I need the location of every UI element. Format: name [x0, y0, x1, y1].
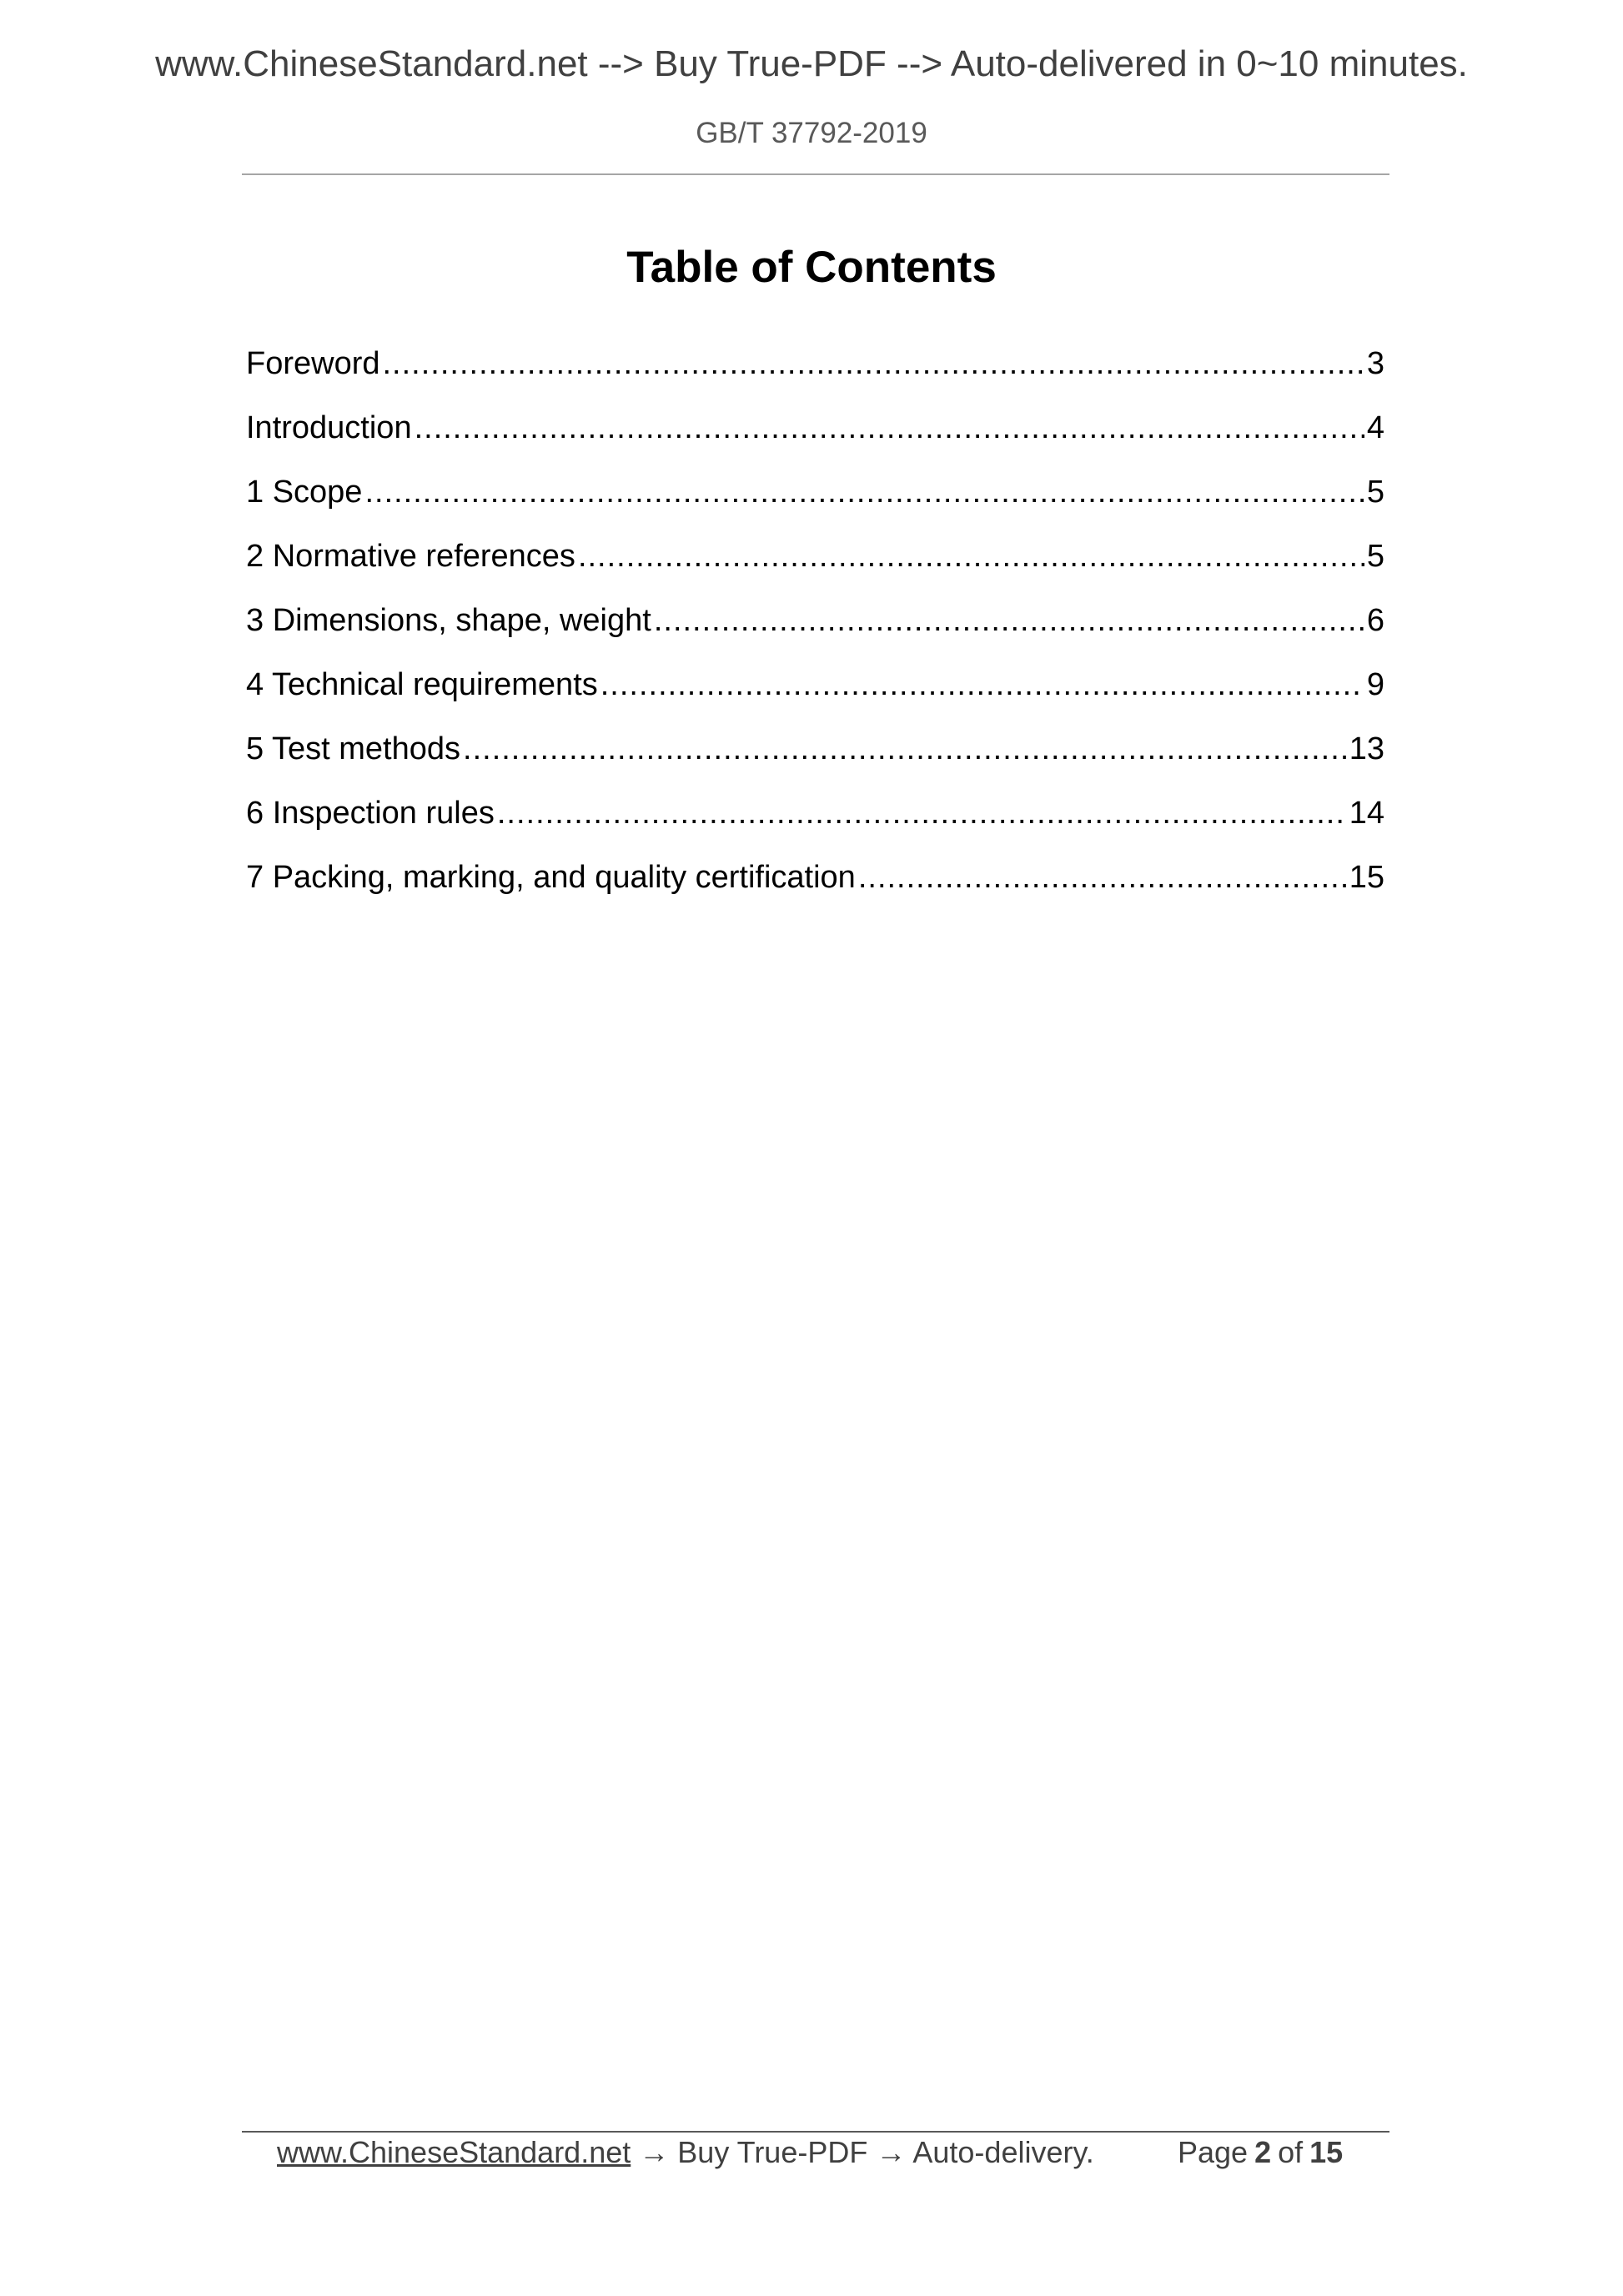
toc-entry-test-methods[interactable]	[246, 727, 1384, 791]
dot-leader	[497, 791, 1347, 835]
toc-entry-label: 4 Technical requirements	[246, 667, 598, 702]
toc-entry-scope[interactable]	[246, 470, 1384, 535]
arrow-right-icon: →	[639, 2135, 670, 2169]
toc-entry-label: 6 Inspection rules	[246, 796, 495, 831]
toc-entry-technical-requirements[interactable]	[246, 663, 1384, 727]
dot-leader	[858, 856, 1347, 899]
toc-list	[246, 342, 1384, 920]
toc-entry-dimensions[interactable]	[246, 599, 1384, 663]
standard-number: GB/T 37792-2019	[696, 117, 927, 149]
page-current: 2	[1254, 2135, 1272, 2169]
toc-entry-label: 2 Normative references	[246, 539, 575, 574]
footer-divider	[242, 2131, 1389, 2133]
arrow-right-icon: →	[876, 2135, 907, 2169]
page-label: Page	[1178, 2135, 1249, 2169]
toc-entry-page: 5	[1366, 539, 1384, 574]
footer-buy-text: Buy True-PDF	[677, 2135, 868, 2169]
page-total: 15	[1309, 2135, 1344, 2169]
dot-leader	[463, 727, 1347, 771]
toc-entry-label: 3 Dimensions, shape, weight	[246, 603, 651, 638]
dot-leader	[364, 470, 1364, 514]
toc-entry-normative-references[interactable]	[246, 535, 1384, 599]
dot-leader	[578, 535, 1364, 578]
toc-entry-inspection-rules[interactable]	[246, 791, 1384, 856]
toc-entry-foreword[interactable]	[246, 342, 1384, 406]
toc-entry-page: 9	[1366, 667, 1384, 702]
toc-entry-packing[interactable]	[246, 856, 1384, 920]
toc-entry-label: 1 Scope	[246, 475, 363, 510]
footer-delivery-text: Auto-delivery.	[912, 2135, 1094, 2169]
dot-leader	[654, 599, 1364, 642]
page-indicator	[1171, 2135, 1343, 2170]
footer-site-link[interactable]: www.ChineseStandard.net	[277, 2135, 631, 2169]
toc-entry-page: 3	[1366, 346, 1384, 381]
dot-leader	[600, 663, 1364, 706]
toc-entry-introduction[interactable]	[246, 406, 1384, 470]
footer-promo	[277, 2135, 1094, 2170]
page-of-label: of	[1278, 2135, 1304, 2169]
toc-entry-label: Foreword	[246, 346, 380, 381]
top-banner: www.ChineseStandard.net --> Buy True-PDF --> Auto-delivered in 0~10 minutes.	[155, 43, 1468, 84]
dot-leader	[383, 342, 1364, 385]
toc-entry-page: 5	[1366, 475, 1384, 510]
dot-leader	[415, 406, 1364, 450]
toc-entry-page: 15	[1349, 860, 1384, 895]
toc-entry-page: 13	[1349, 731, 1384, 766]
toc-entry-page: 14	[1349, 796, 1384, 831]
toc-entry-label: Introduction	[246, 410, 412, 445]
toc-entry-label: 7 Packing, marking, and quality certification	[246, 860, 856, 895]
header-divider	[242, 173, 1389, 175]
toc-title: Table of Contents	[626, 243, 997, 292]
toc-entry-page: 6	[1366, 603, 1384, 638]
toc-entry-label: 5 Test methods	[246, 731, 461, 766]
toc-entry-page: 4	[1366, 410, 1384, 445]
